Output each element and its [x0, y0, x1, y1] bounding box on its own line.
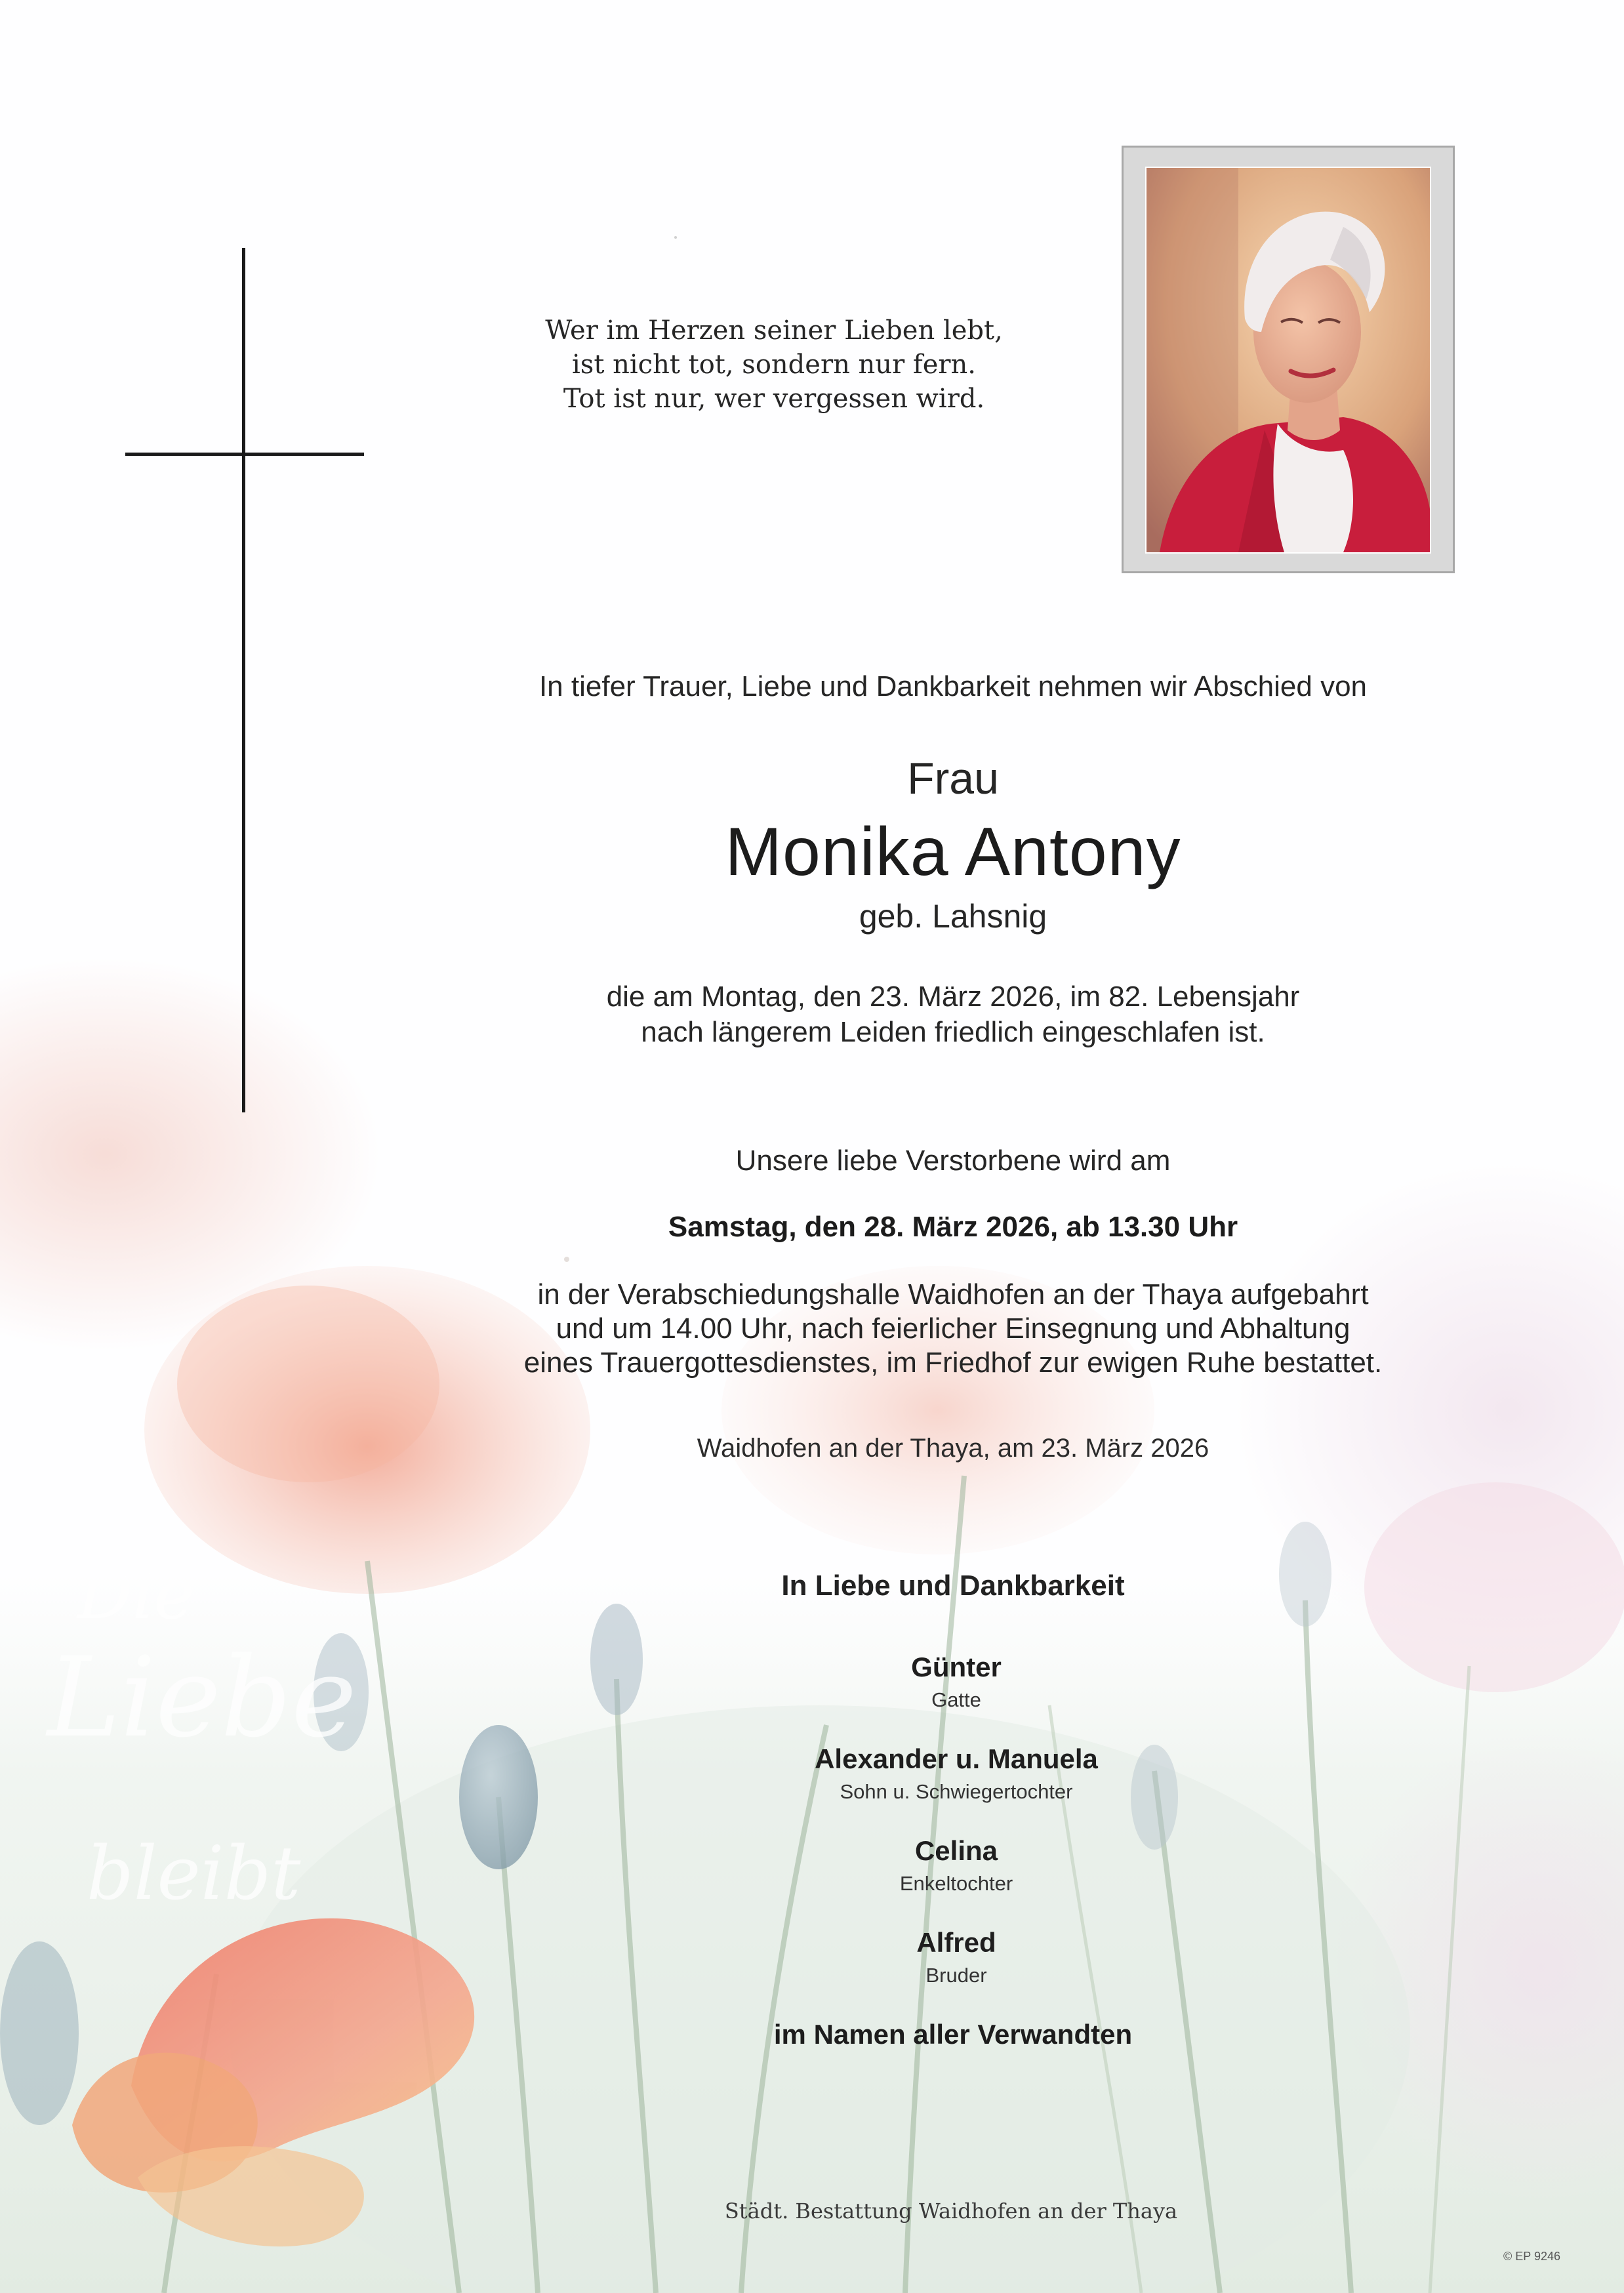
undertaker-credit: Städt. Bestattung Waidhofen an der Thaya [724, 2199, 1178, 2223]
ceremony-lead: Unsere liebe Verstorbene wird am [735, 1145, 1171, 1177]
relatives-line: im Namen aller Verwandten [773, 2019, 1133, 2050]
place-and-date: Waidhofen an der Thaya, am 23. März 2026 [697, 1434, 1209, 1463]
verse-line: ist nicht tot, sondern nur fern. [572, 350, 976, 380]
background-script-word: Die [77, 1554, 195, 1634]
mourner-entry [694, 1927, 1219, 2019]
mourner-name: Celina [914, 1835, 998, 1866]
memorial-verse [512, 314, 1036, 416]
ceremony-line: und um 14.00 Uhr, nach feierlicher Einsegnung und Abhaltung [556, 1312, 1350, 1345]
mourners-list [694, 1652, 1219, 2019]
death-notice [428, 979, 1478, 1050]
background-script-word: Liebe [47, 1633, 357, 1762]
mourner-relation: Bruder [925, 1964, 987, 1987]
mourner-name: Günter [911, 1652, 1002, 1682]
mourner-entry [694, 1652, 1219, 1743]
death-notice-line: die am Montag, den 23. März 2026, im 82. Lebensjahr [606, 981, 1300, 1013]
mourner-relation: Gatte [931, 1688, 981, 1711]
cross-icon-horizontal-bar [125, 453, 364, 456]
ceremony-line: in der Verabschiedungshalle Waidhofen an der Thaya aufgebahrt [537, 1278, 1369, 1310]
mourner-name: Alfred [916, 1927, 996, 1958]
ceremony-details [428, 1278, 1478, 1380]
mourner-entry [694, 1835, 1219, 1927]
portrait-photo [1145, 167, 1431, 554]
background-script-word: bleibt [87, 1831, 301, 1917]
deceased-name: Monika Antony [725, 814, 1181, 890]
ceremony-line: eines Trauergottesdienstes, im Friedhof zur ewigen Ruhe bestattet. [523, 1347, 1383, 1379]
mourners-heading: In Liebe und Dankbarkeit [781, 1570, 1125, 1602]
birth-name: geb. Lahsnig [859, 898, 1047, 935]
death-notice-line: nach längerem Leiden friedlich eingeschlafen ist. [641, 1016, 1265, 1048]
mourner-relation: Sohn u. Schwiegertochter [840, 1780, 1073, 1803]
salutation: Frau [907, 754, 999, 803]
mourner-name: Alexander u. Manuela [815, 1743, 1098, 1774]
verse-line: Tot ist nur, wer vergessen wird. [563, 384, 985, 414]
mourner-relation: Enkeltochter [899, 1872, 1013, 1895]
template-code: © EP 9246 [1503, 2250, 1560, 2263]
mourner-entry [694, 1743, 1219, 1835]
ceremony-date: Samstag, den 28. März 2026, ab 13.30 Uhr [668, 1211, 1238, 1243]
verse-line: Wer im Herzen seiner Lieben lebt, [545, 315, 1003, 346]
cross-icon-vertical-bar [242, 248, 245, 1112]
farewell-intro: In tiefer Trauer, Liebe und Dankbarkeit nehmen wir Abschied von [538, 670, 1368, 702]
